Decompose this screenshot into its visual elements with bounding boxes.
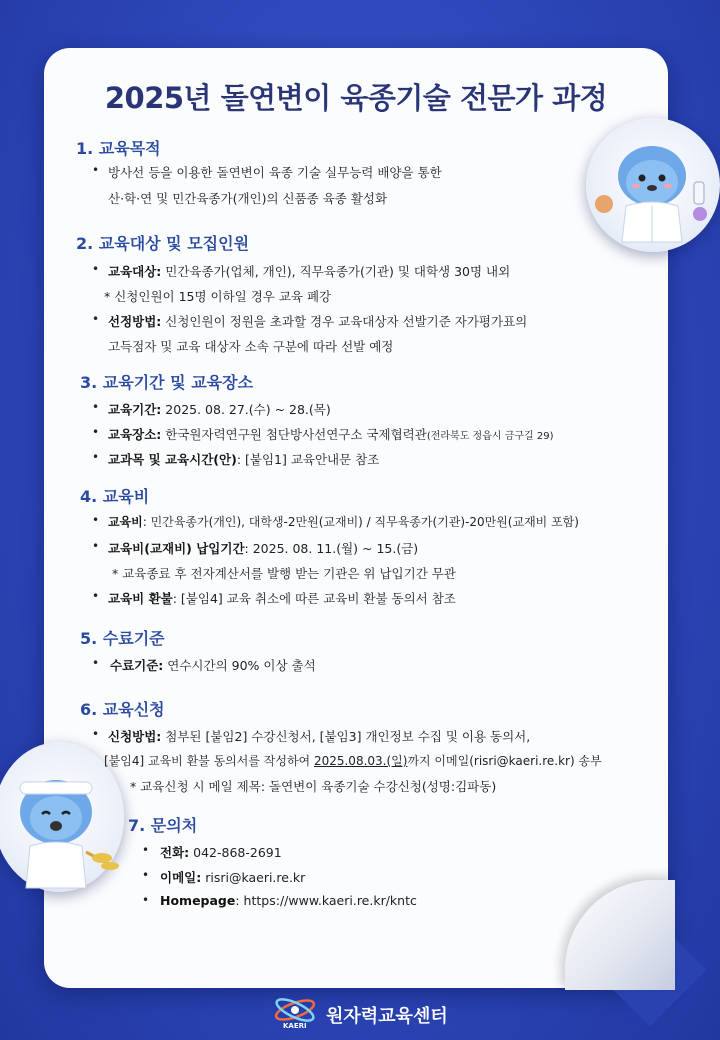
homepage-row bbox=[160, 893, 417, 908]
target-note: * 신청인원이 15명 이하일 경우 교육 폐강 bbox=[104, 289, 332, 304]
completion-row bbox=[110, 656, 316, 674]
bullet-icon: • bbox=[92, 656, 100, 670]
place-label: 교육장소: bbox=[108, 427, 162, 442]
place-row bbox=[108, 425, 553, 443]
completion-text: 연수시간의 90% 이상 출석 bbox=[163, 658, 316, 673]
application-text: 첨부된 [붙임2] 수강신청서, [붙임3] 개인정보 수집 및 이용 동의서, bbox=[161, 729, 531, 744]
phone-label: 전화: bbox=[160, 845, 190, 860]
email-address[interactable]: risri@kaeri.re.kr bbox=[201, 870, 306, 885]
payment-row bbox=[108, 539, 418, 557]
application-note: * 교육신청 시 메일 제목: 돌연변이 육종기술 수강신청(성명:김파동) bbox=[130, 779, 497, 794]
selection-row bbox=[108, 312, 527, 330]
phone-row bbox=[160, 843, 282, 861]
bullet-icon: • bbox=[92, 163, 100, 177]
section-heading-target: 2. 교육대상 및 모집인원 bbox=[76, 234, 250, 253]
selection-line-2: 고득점자 및 교육 대상자 소속 구분에 따라 선발 예정 bbox=[108, 339, 394, 354]
selection-label: 선정방법: bbox=[108, 314, 162, 329]
period-row bbox=[108, 400, 331, 418]
period-label: 교육기간: bbox=[108, 402, 162, 417]
bullet-icon: • bbox=[142, 843, 150, 857]
email-label: 이메일: bbox=[160, 870, 202, 885]
homepage-label: Homepage bbox=[160, 893, 236, 908]
section-heading-fee: 4. 교육비 bbox=[80, 487, 150, 506]
refund-text: : [붙임4] 교육 취소에 따른 교육비 환불 동의서 참조 bbox=[172, 591, 456, 606]
bullet-icon: • bbox=[92, 425, 100, 439]
section-heading-period: 3. 교육기간 및 교육장소 bbox=[80, 373, 254, 392]
application-line-2-start: [붙임4] 교육비 환불 동의서를 작성하여 bbox=[104, 754, 314, 768]
place-address: (전라북도 정읍시 금구길 29) bbox=[426, 431, 554, 442]
application-deadline: 2025.08.03.(일) bbox=[313, 754, 408, 768]
bullet-icon: • bbox=[92, 513, 100, 527]
subject-label: 교과목 및 교육시간(안) bbox=[108, 452, 237, 467]
phone-number: 042-868-2691 bbox=[189, 845, 282, 860]
fee-row bbox=[108, 513, 579, 530]
application-line-2 bbox=[104, 752, 602, 769]
payment-label: 교육비(교재비) 납입기간 bbox=[108, 541, 245, 556]
bullet-icon: • bbox=[92, 400, 100, 414]
purpose-line-2: 산·학·연 및 민간육종가(개인)의 신품종 육종 활성화 bbox=[108, 191, 388, 206]
period-text: 2025. 08. 27.(수) ~ 28.(목) bbox=[161, 402, 331, 417]
application-line-2-end: 까지 이메일(risri@kaeri.re.kr) 송부 bbox=[407, 754, 602, 768]
email-row bbox=[160, 868, 305, 886]
purpose-line-1: 방사선 등을 이용한 돌연변이 육종 기술 실무능력 배양을 통한 bbox=[108, 165, 442, 180]
section-heading-purpose: 1. 교육목적 bbox=[76, 139, 161, 158]
bullet-icon: • bbox=[92, 727, 100, 741]
section-heading-contact: 7. 문의처 bbox=[128, 816, 198, 835]
bullet-icon: • bbox=[92, 450, 100, 464]
bullet-icon: • bbox=[92, 262, 100, 276]
bullet-icon: • bbox=[142, 893, 150, 907]
subject-row bbox=[108, 450, 379, 468]
kaeri-logo bbox=[270, 996, 320, 1030]
target-label: 교육대상: bbox=[108, 264, 162, 279]
bullet-icon: • bbox=[92, 312, 100, 326]
payment-text: : 2025. 08. 11.(월) ~ 15.(금) bbox=[244, 541, 419, 556]
place-text: 한국원자력연구원 첨단방사선연구소 국제협력관 bbox=[161, 427, 427, 442]
target-text: 민간육종가(업체, 개인), 직무육종가(기관) 및 대학생 30명 내외 bbox=[161, 264, 511, 279]
application-row bbox=[108, 727, 530, 745]
bullet-icon: • bbox=[92, 539, 100, 553]
bullet-icon: • bbox=[92, 589, 100, 603]
bullet-icon: • bbox=[142, 868, 150, 882]
fee-label: 교육비 bbox=[108, 515, 143, 529]
subject-text: : [붙임1] 교육안내문 참조 bbox=[236, 452, 380, 467]
completion-label: 수료기준: bbox=[110, 658, 164, 673]
section-heading-completion: 5. 수료기준 bbox=[80, 629, 165, 648]
refund-row bbox=[108, 589, 456, 607]
payment-note: * 교육종료 후 전자계산서를 발행 받는 기관은 위 납입기간 무관 bbox=[112, 566, 456, 581]
section-heading-application: 6. 교육신청 bbox=[80, 700, 165, 719]
application-label: 신청방법: bbox=[108, 729, 162, 744]
organization-name: 원자력교육센터 bbox=[326, 1006, 448, 1027]
page-title: 2025년 돌연변이 육종기술 전문가 과정 bbox=[104, 81, 608, 115]
fee-text: : 민간육종가(개인), 대학생-2만원(교재비) / 직무육종가(기관)-20만원(교재비 포함) bbox=[142, 515, 579, 529]
target-row bbox=[108, 262, 510, 280]
refund-label: 교육비 환불 bbox=[108, 591, 173, 606]
homepage-link[interactable]: : https://www.kaeri.re.kr/kntc bbox=[235, 893, 417, 908]
logo-text: KAERI bbox=[283, 1022, 307, 1030]
selection-text: 신청인원이 정원을 초과할 경우 교육대상자 선발기준 자가평가표의 bbox=[161, 314, 528, 329]
